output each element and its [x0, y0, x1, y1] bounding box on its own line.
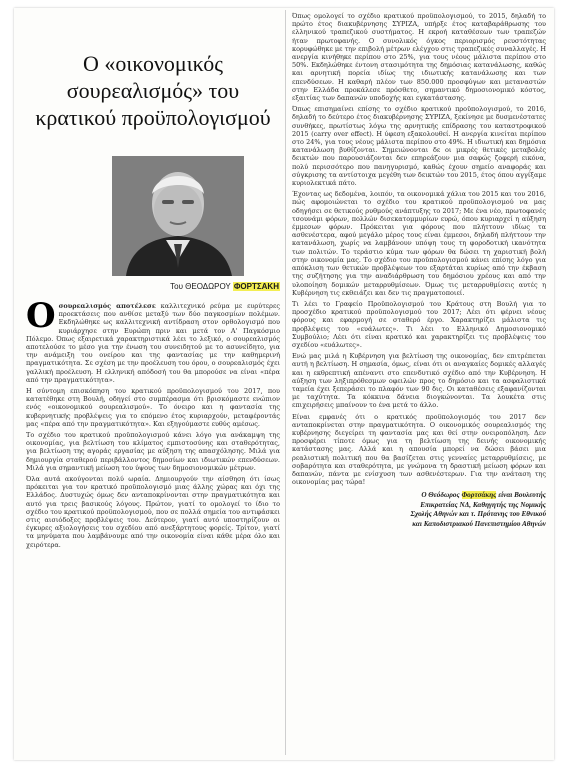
- signature-line: Επικρατείας ΝΔ, Καθηγητής της Νομικής: [420, 500, 546, 509]
- column-divider: [285, 10, 286, 755]
- paragraph: Η σύντομη επισκόπηση του κρατικού προϋπολογισμού του 2017, που κατατέθηκε στη Βουλή, οδηγεί στο συμπέρασμα ότι βρισκόμαστε ενώπιον ενός «οικονομικού σουρεαλισμού». Το όνειρο και η φαντασία της κυβερνητικής προβλέψεις για το επόμενο έτος κυριαρχούν, μεταφέροντάς μας «πέρα από την πραγματικότητα». Και εξηγούμαστε ευθύς αμέσως.: [26, 387, 280, 428]
- paragraph: Είναι εμφανές ότι ο κρατικός προϋπολογισμός του 2017 δεν ανταποκρίνεται στην πραγματικότητα. Ο οικονομικός σουρεαλισμός της κυβέρνησης διεγείρει τη φαντασία μας και θεί στην ονειροπόληση. Δεν προσφέρει τίποτε όμως για τη βελτίωση της δεινής οικονομικής κατάστασης μας. Αλλά και η απουσία μπορεί να δώσει βάσει μια ρεαλιστική πολιτική που θα βασίζεται στις γενναίες μεταρρυθμίσεις, με σοβαρότητα και σταθερότητα, με γνώμονα τη δραστική μείωση φόρων και δαπανών, πάντα με ενίσχυση των ασθενέστερων. Για την ανάταση της οικονομίας μας τώρα!: [292, 412, 546, 487]
- paragraph: Το σχέδιο του κρατικού προϋπολογισμού κάνει λόγο για ανάκαμψη της οικονομίας, για βελτίωση του κλίματος εμπιστοσύνης και σταθερότητας, για βελτίωση της αγοράς εργασίας με αύξηση της απασχόλησης. Μιλά για δημιουργία σταθερού περιβάλλοντος δημοσίων και ιδιωτικών επενδύσεων. Μιλά για σημαντική μείωση του ύψους των δημοσιονομικών μέτρων.: [26, 431, 280, 472]
- lead-in: σουρεαλισμός αποτέλεσε: [58, 302, 156, 310]
- paragraph-text: καλλιτεχνικό ρεύμα με ευρύτερες προεκτάσεις που ανθίσε μεταξύ των δύο παγκοσμίων πολέμων. Εκδηλώθηκε ως καλλιτεχνική αντίδραση στον ορθολογισμό που κυριάρχησε στην Ευρώπη πριν και μετά τον Α' Παγκόσμιο Πόλεμο. Όπως εξαιρετικά χαρακτηριστικά λέει το λεξικό, ο σουρεαλισμός αποτελούσε το μέσο για την ένωση του συνειδητού με το ασυνείδητο, για την ανάμειξη του ονείρου και της φαντασίας με την καθημερινή πραγματικότητα. Σε σχέση με την προέλευση του όρου, ο σουρεαλισμός έχει γαλλική προέλευση. Η ελληνική απόδοσή του θα μπορούσε να είναι «πέρα από την πραγματικότητα».: [26, 302, 280, 384]
- byline-author-name: ΦΟΡΤΣΑΚΗ: [233, 282, 279, 291]
- signature-line: και Καποδιστριακού Πανεπιστημίου Αθηνών: [412, 519, 546, 528]
- paragraph: Ενώ μας μιλά η Κυβέρνηση για βελτίωση της οικονομίας, δεν επιτρέπεται αυτή η βελτίωση. Η σημασία, όμως, είναι ότι οι αναγκαίες δομικές αλλαγές και η εκθρεπτική απέναντι στο επενδυτικό σχέδιο από την Κυβέρνηση. Η αύξηση των ληξιπρόθεσμων οφειλών προς το δημόσιο και τα ασφαλιστικά ταμεία έχει ξεπεράσει το πλαφόν των 90 δις. Οι καταθέσεις εξαφανίζονται με ταχύτητα. Τα κόκκινα δάνεια διογκώνονται. Τα λουκέτα στις επιχειρήσεις μπαίνουν το ένα μετά το άλλο.: [292, 352, 546, 410]
- author-portrait: [112, 156, 244, 276]
- paragraph: Τι λέει το Γραφείο Προϋπολογισμού του Κράτους στη Βουλή για το προσχέδιο κρατικού προϋπολογισμού του 2017; Λέει ότι φέρνει νέους φόρους και εφαρμογή σε σταθερό έργο. Χαρακτηρίζει μάλιστα τις προβλέψεις του «ευάλωτες». Τι λέει το Ελληνικό Δημοσιονομικό Συμβούλιο; Λέει ότι είναι κρατικό και χαρακτηρίζει τις προβλέψεις του σχεδίου «ευάλωτες».: [292, 299, 546, 349]
- article-body-left: [26, 296, 280, 552]
- title-line: σουρεαλισμός» του: [66, 78, 240, 103]
- title-line: Ο «οικονομικός: [83, 51, 223, 76]
- signature-line: [292, 491, 546, 501]
- newspaper-page: [14, 8, 554, 760]
- drop-cap: Ο: [26, 296, 56, 336]
- author-signature: [292, 491, 546, 529]
- author-portrait-image: [112, 156, 244, 276]
- paragraph: [26, 296, 280, 384]
- author-byline: [76, 282, 280, 291]
- paragraph: Όπως επισημαίνει επίσης το σχέδιο κρατικού προϋπολογισμού, το 2016, δηλαδή το δεύτερο έτος διακυβέρνησης ΣΥΡΙΖΑ, ξεκίνησε με δυσμενέστατες συνθήκες, πρωτίστως λόγω της αρνητικής επίδρασης του καταστροφικού 2015 (carry over effect). Η ύφεση εξακολουθεί. Η ανεργία κινείται περίπου στο 24%, για τους νέους μάλιστα περίπου στο 49%. Η ιδιωτική και δημόσια κατανάλωση βυθίζονται. Σημειώνονται δε οι μικρές θετικές μεταβολές δεικτών που παρουσιάζονται δεν επηρεάζουν μια σαφώς ζοφερή εικόνα, πολύ περισσότερο που πανηγυρισμό, καθώς έχουν σημείο αναφοράς και σύγκρισης τα αντίστοιχα μεγέθη των δεικτών του 2015, έτος όπου αγγίξαμε κυριολεκτικά πάτο.: [292, 105, 546, 188]
- signature-text: Ο Θεόδωρος: [421, 491, 460, 500]
- paragraph: Όλα αυτά ακούγονται πολύ ωραία. Δημιουργούν την αίσθηση ότι ίσως πρόκειται για τον κρατικό προϋπολογισμό μιας άλλης χώρας και όχι της Ελλάδος. Δυστυχώς όμως δεν ανταποκρίνονται στην πραγματικότητα και αυτό για τρεις βασικούς λόγους. Πρώτον, γιατί το ομολογεί το ίδιο το σχέδιο του κρατικού προϋπολογισμού, που σε πολλά σημεία του αντιφάσκει στις αισιόδοξες προβλέψεις του. Δεύτερον, γιατί αυτό υποστηρίζουν οι έγκυρες αξιολογήσεις του σχεδίου από ανεξάρτητους φορείς. Τρίτον, γιατί τα μηνύματα που λαμβάνουμε από την οικονομία είναι κάθε μέρα όλο και χειρότερα.: [26, 475, 280, 549]
- byline-prefix: Του ΘΕΟΔΩΡΟΥ: [170, 282, 231, 291]
- signature-author-name: Φορτσάκης: [461, 491, 497, 500]
- article-body-right: [292, 12, 546, 529]
- signature-line: Σχολής Αθηνών και τ. Πρύτανης του Εθνικού: [410, 510, 546, 519]
- paragraph: Όπως ομολογεί το σχέδιο κρατικού προϋπολογισμού, το 2015, δηλαδή το πρώτο έτος διακυβέρνησης ΣΥΡΙΖΑ, υπήρξε έτος καταβαράθρωσης του ελληνικού τραπεζικού συστήματος. Η εκροή καταθέσεων των τραπεζών ήταν πρωτοφανής. Ο συνολικός όγκος περιορισμός ρευστότητας κορυφώθηκε με την επιβολή μέτρων ελέγχου στις τραπεζικές συναλλαγές. Η ανεργία κινήθηκε περίπου στο 25%, για τους νέους μάλιστα περίπου στο 50%. Εκδηλώθηκε έντονη στασιμότητα της δημόσιας κατανάλωσης, καθώς και αρνητική πορεία ιδίως της ιδιωτικής κατανάλωσης και των επενδύσεων. Η καθαρή πλέον των 850.000 προσφύγων και μεταναστών στην Ελλάδα προκάλεσε πρόσθετο, σημαντικό δημοσιονομικό κόστος, εξαιτίας των δαπανών υποδοχής και εγκατάστασης.: [292, 12, 546, 103]
- title-line: κρατικού προϋπολογισμού: [35, 105, 271, 130]
- signature-text: είναι Βουλευτής: [498, 491, 546, 500]
- left-column: [26, 8, 280, 549]
- article-title: [26, 50, 280, 131]
- paragraph: Έχοντας ως δεδομένα, λοιπόν, τα οικονομικά χάλια του 2015 και του 2016, πώς αφομοιώνεται το σχέδιο του κρατικού προϋπολογισμού να μας οδηγήσει σε θετικούς ρυθμούς ανάπτυξης το 2017; Με ένα νέο, πρωτοφανές τσουνάμι φόρων, πολλών δισεκατομμυρίων ευρώ, όπου κυριαρχεί η αύξηση έμμεσων φόρων. Πρόκειται για φόρους που πλήττουν ιδίως τα ασθενέστερα, αφού μεγάλο μέρος τους είναι έμμεσοι, δηλαδή πλήττουν την κατανάλωση, χωρίς να λαμβάνουν υπόψη τους τη φοροδοτική ικανότητα των πολιτών. Το τεράστιο κύμα των φόρων θα δώσει τη χαριστική βολή στην οικονομία μας. Το σχέδιο του προϋπολογισμού κάνει επίσης λόγο για απόκλιση των θετικών προβλέψεων του εξαρτάται κυρίως από την έκβαση της συζήτησης για την αναδιάρθρωση του δημόσιου χρέους και από την υλοποίηση δομικών μεταρρυθμίσεων. Όμως τις μεταρρυθμίσεις αυτές η Κυβέρνηση τις εκθειάζει και δεν τις πραγματοποιεί.: [292, 190, 546, 297]
